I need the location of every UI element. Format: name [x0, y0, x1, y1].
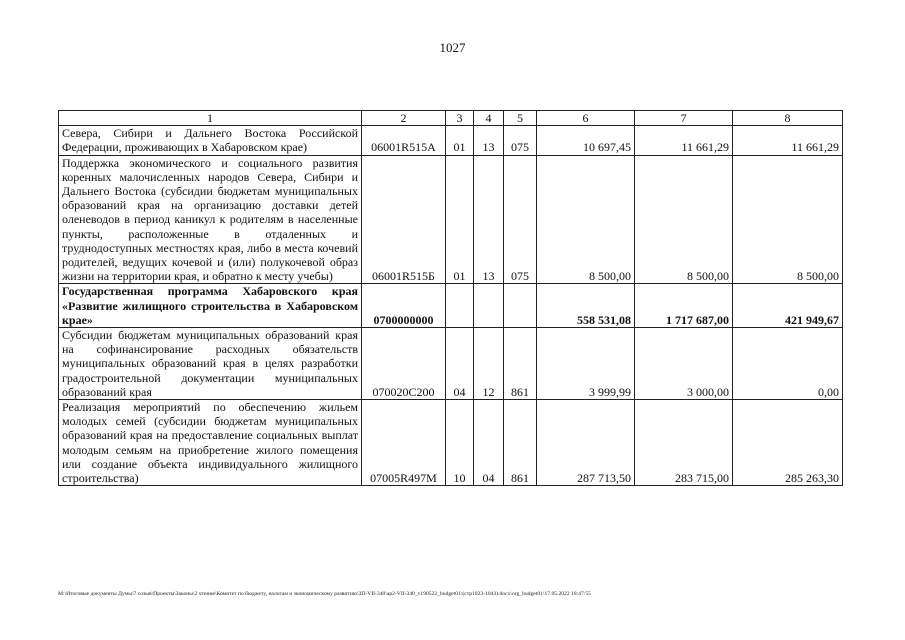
row-section: 10 [446, 400, 474, 486]
row-code: 06001R515Б [362, 155, 446, 284]
document-file-path: M:\Итоговые документы Думы\7 созыв\Проекты\Законы\2 чтение\Комитет по бюджету, налогам и экономическому развитию\ЗП-VII-340\ap2-VII-340_v190522_budget01\(стр1023-1043).docx\org_budget01\17.05.2022 18:47:55 [58, 591, 591, 597]
row-name: Государственная программа Хабаровского края «Развитие жилищного строительства в Хабаровском крае» [59, 284, 362, 328]
row-section [446, 284, 474, 328]
column-header: 5 [504, 111, 537, 126]
row-section: 04 [446, 328, 474, 400]
column-header: 2 [362, 111, 446, 126]
row-section: 01 [446, 126, 474, 155]
table-header-row [59, 111, 843, 126]
row-name: Поддержка экономического и социального развития коренных малочисленных народов Севера, Сибири и Дальнего Востока (субсидии бюджетам муниципальных образований края на организацию доставки детей оленеводов в период каникул к родителям в населенные пункты, расположенные в отдаленных и труднодоступных местностях края, либо в места кочевий родителей, ведущих кочевой и (или) полукочевой образ жизни на территории края, и обратно к месту учебы) [59, 155, 362, 284]
row-expense-type: 861 [504, 328, 537, 400]
column-header: 8 [733, 111, 843, 126]
column-header: 7 [635, 111, 733, 126]
row-section: 01 [446, 155, 474, 284]
row-value-8: 11 661,29 [733, 126, 843, 155]
row-code: 0700000000 [362, 284, 446, 328]
page-number: 1027 [439, 40, 466, 55]
row-code: 070020С200 [362, 328, 446, 400]
budget-table [58, 110, 843, 486]
table-row [59, 328, 843, 400]
row-name: Субсидии бюджетам муниципальных образований края на софинансирование расходных обязательств муниципальных образований края в целях разработки градостроительной документации муниципальных образований края [59, 328, 362, 400]
row-value-8: 285 263,30 [733, 400, 843, 486]
row-value-8: 0,00 [733, 328, 843, 400]
column-header: 6 [537, 111, 635, 126]
row-value-6: 8 500,00 [537, 155, 635, 284]
row-code: 06001R515А [362, 126, 446, 155]
row-value-7: 283 715,00 [635, 400, 733, 486]
row-code: 07005R497M [362, 400, 446, 486]
row-expense-type [504, 284, 537, 328]
row-value-7: 8 500,00 [635, 155, 733, 284]
column-header: 4 [474, 111, 504, 126]
row-expense-type: 075 [504, 126, 537, 155]
table-row [59, 400, 843, 486]
row-value-7: 1 717 687,00 [635, 284, 733, 328]
row-value-7: 3 000,00 [635, 328, 733, 400]
row-value-6: 558 531,08 [537, 284, 635, 328]
row-value-6: 287 713,50 [537, 400, 635, 486]
row-subsection: 13 [474, 155, 504, 284]
row-name: Реализация мероприятий по обеспечению жильем молодых семей (субсидии бюджетам муниципальных образований края на предоставление социальных выплат молодым семьям на приобретение жилого помещения или создание объекта индивидуального жилищного строительства) [59, 400, 362, 486]
row-subsection: 12 [474, 328, 504, 400]
row-value-6: 3 999,99 [537, 328, 635, 400]
row-value-7: 11 661,29 [635, 126, 733, 155]
row-value-6: 10 697,45 [537, 126, 635, 155]
row-value-8: 8 500,00 [733, 155, 843, 284]
table-row-program [59, 284, 843, 328]
row-expense-type: 861 [504, 400, 537, 486]
table-row [59, 126, 843, 155]
table-row [59, 155, 843, 284]
row-expense-type: 075 [504, 155, 537, 284]
column-header: 3 [446, 111, 474, 126]
row-subsection: 13 [474, 126, 504, 155]
column-header: 1 [59, 111, 362, 126]
row-subsection: 04 [474, 400, 504, 486]
row-name: Севера, Сибири и Дальнего Востока Российской Федерации, проживающих в Хабаровском крае) [59, 126, 362, 155]
row-value-8: 421 949,67 [733, 284, 843, 328]
row-subsection [474, 284, 504, 328]
